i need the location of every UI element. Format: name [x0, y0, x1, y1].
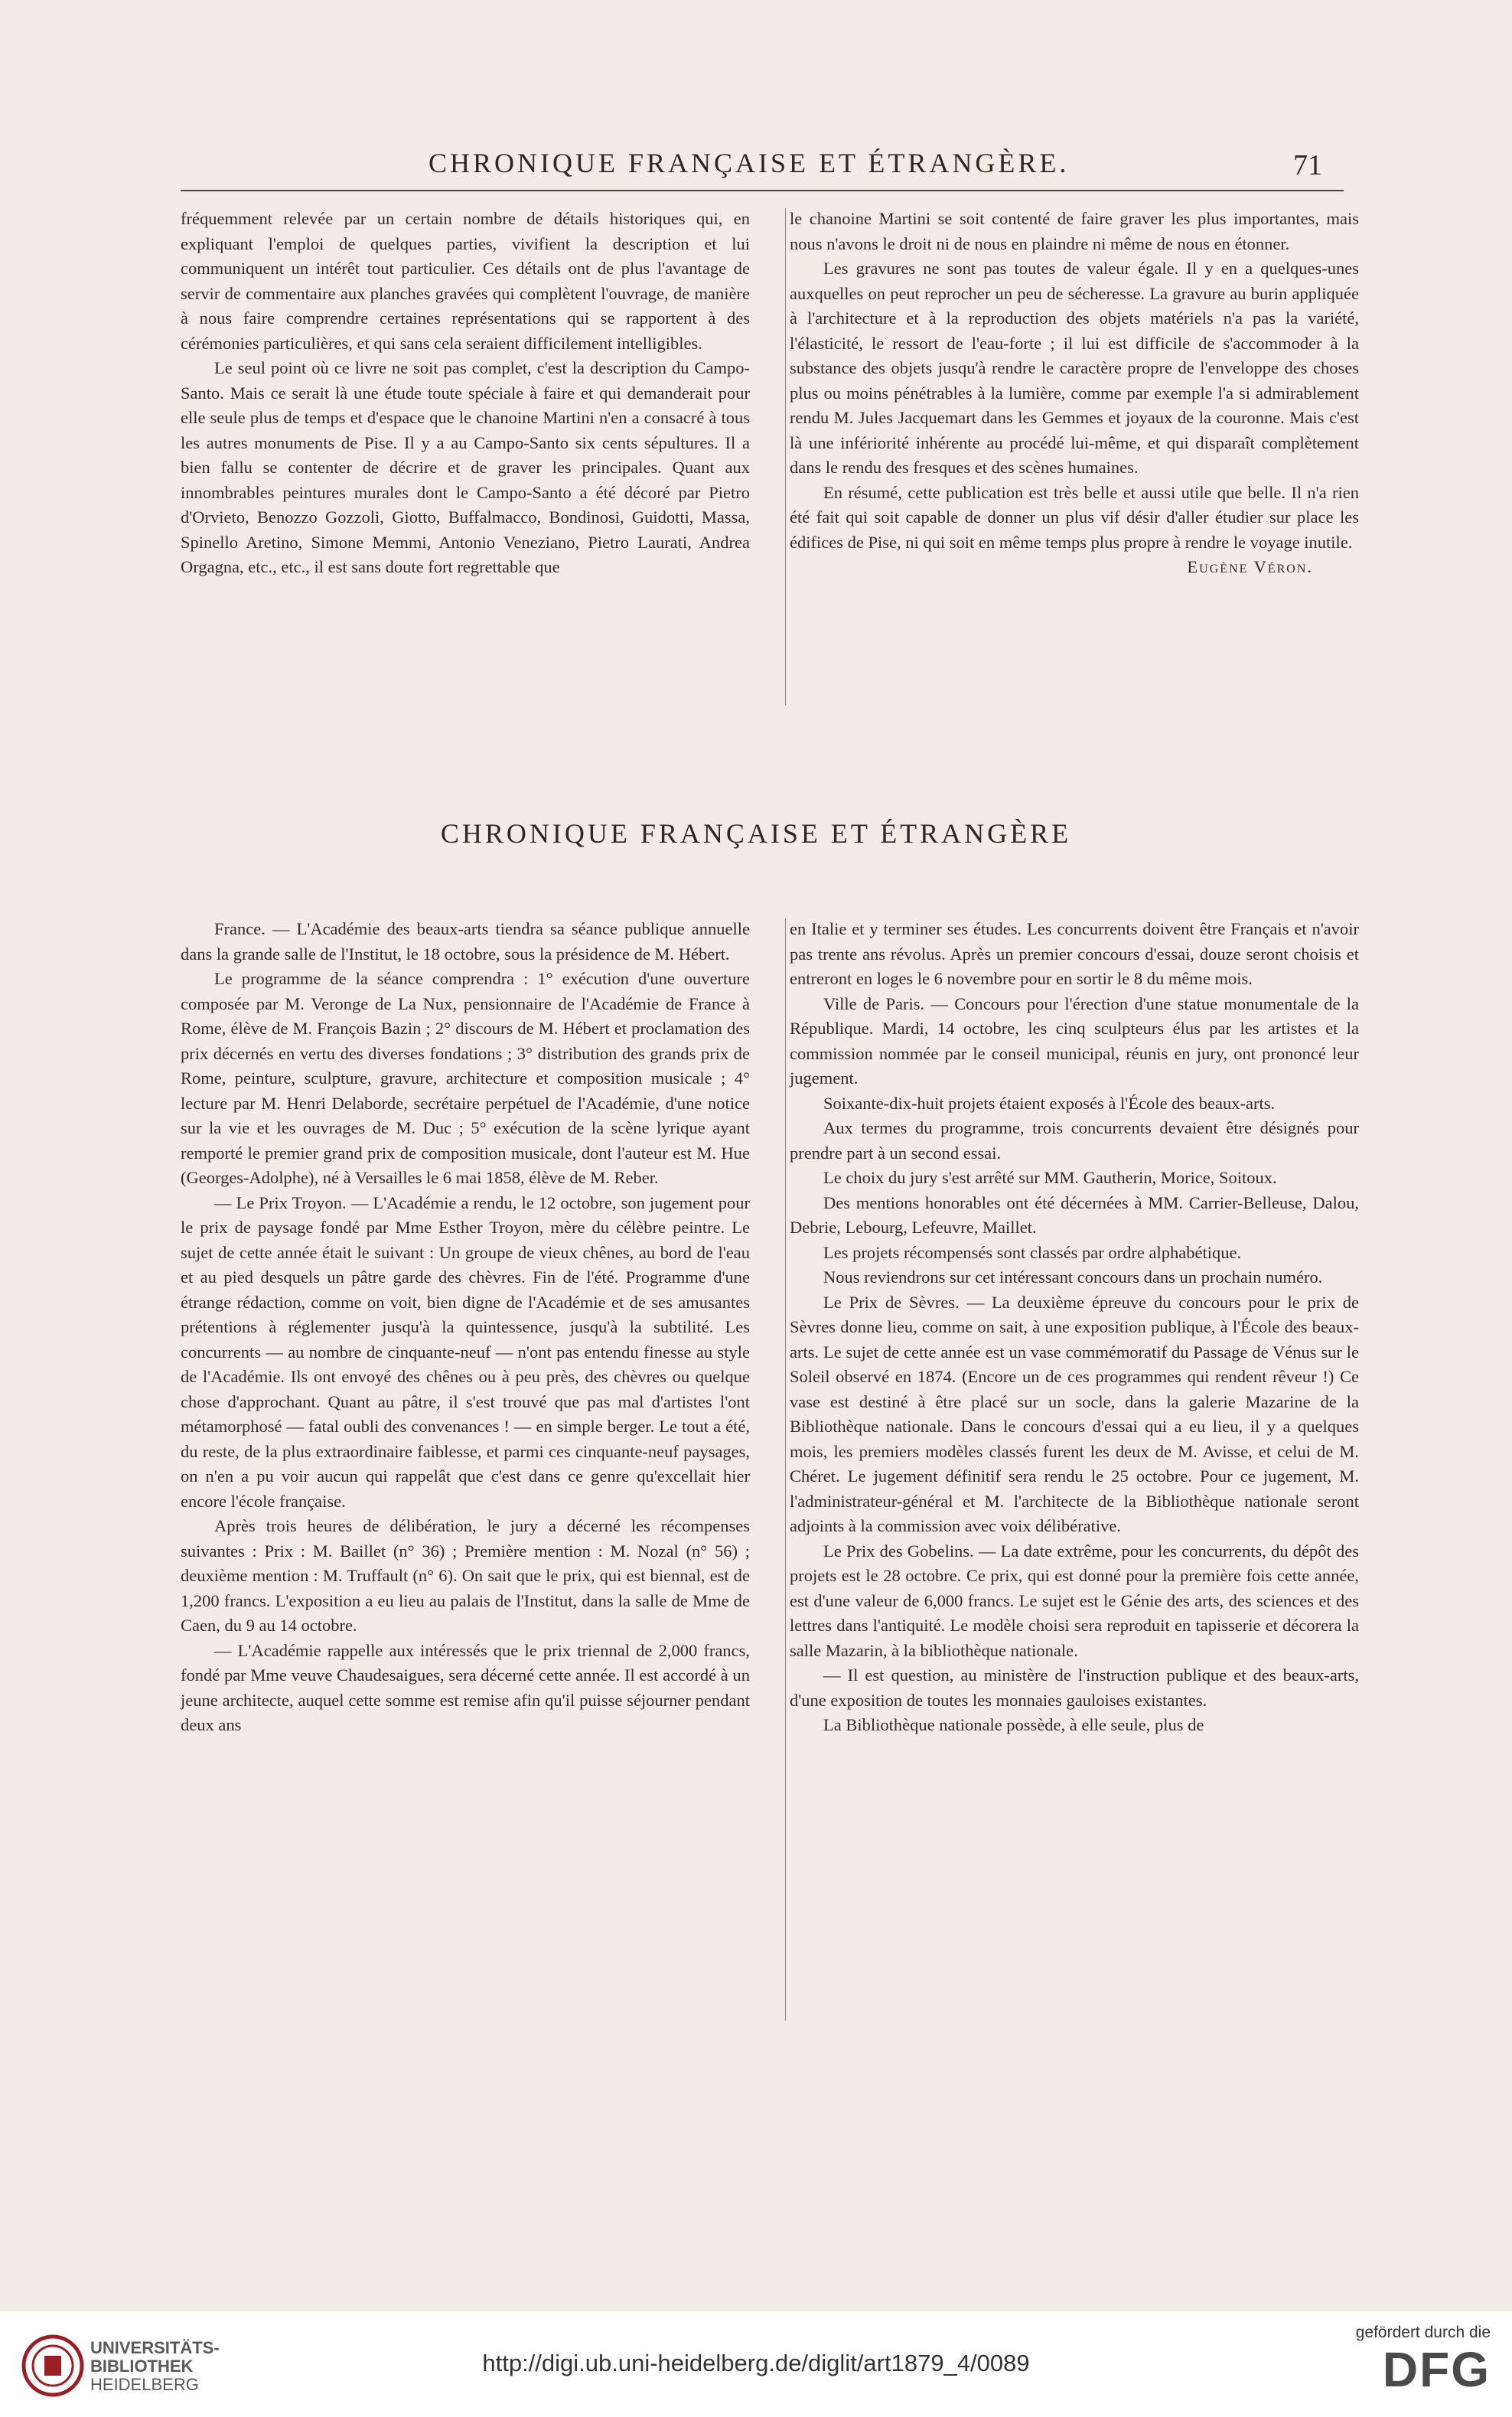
paragraph: fréquemment relevée par un certain nombre de détails historiques qui, en expliquant l'emploi de quelques parties, vivifient la description et lui communiquent un intérêt tout particulier. Ces détails ont de plus l'avantage de servir de commentaire aux planches gravées qui complètent l'ouvrage, de manière à nous faire comprendre certaines représentations qui se rapportent à des cérémonies particulières, et qui sans cela seraient difficilement intelligibles.: [181, 209, 750, 353]
funder-block: [1356, 2324, 1491, 2397]
footer-banner: [0, 2311, 1512, 2417]
institution-line: HEIDELBERG: [90, 2375, 199, 2394]
paragraph: Les projets récompensés sont classés par ordre alphabétique.: [823, 1242, 1242, 1262]
paragraph: Le seul point où ce livre ne soit pas complet, c'est la description du Campo-Santo. Mais ce serait là une étude toute spéciale à faire et qui demanderait pour elle seule plus de temps et d'espace que le chanoine Martini n'en a consacré à tous les autres monuments de Pise. Il y a au Campo-Santo six cents sépultures. Il a bien fallu se contenter de décrire et de graver les principales. Quant aux innombrables peintures murales dont le Campo-Santo a été décoré par Pietro d'Orvieto, Benozzo Gozzoli, Giotto, Buffalmacco, Bondinosi, Guidotti, Massa, Spinello Aretino, Simone Memmi, Antonio Veneziano, Pietro Laurati, Andrea Orgagna, etc., etc., il est sans doute fort regrettable que: [181, 358, 750, 576]
paragraph: Ville de Paris. — Concours pour l'érection d'une statue monumentale de la République. Mardi, 14 octobre, les cinq sculpteurs élus par les artistes et la commission nommée par le conseil municipal, réunis en jury, ont prononcé leur jugement.: [790, 993, 1359, 1088]
paragraph: Aux termes du programme, trois concurrents devaient être désignés pour prendre part à un second essai.: [790, 1118, 1359, 1163]
column-divider: [785, 918, 786, 2021]
institution-line: UNIVERSITÄTS-: [90, 2338, 220, 2357]
paragraph: — Le Prix Troyon. — L'Académie a rendu, le 12 octobre, son jugement pour le prix de paysage fondé par Mme Esther Troyon, mère du célèbre peintre. Le sujet de cette année était le suivant : Un groupe de vieux chênes, au bord de l'eau et au pied desquels un pâtre garde des chèvres. Fin de l'été. Programme d'une étrange rédaction, comme on voit, bien digne de l'Académie et de ses amusantes prétentions à réglementer jusqu'à la quintessence, jusqu'à la subtilité. Les concurrents — au nombre de cinquante-neuf — n'ont pas entendu finesse au style de l'Académie. Ils ont envoyé des chênes ou à peu près, des chèvres ou quelque chose d'approchant. Quant au pâtre, il s'est trouvé que pas mal d'artistes l'ont métamorphosé — fatal oubli des convenances ! — en simple berger. Le tout a été, du reste, de la plus extraordinaire faiblesse, et parmi ces cinquante-neuf paysages, on n'en a pu voir aucun qui rappelât que c'est dans ce genre qu'excellait hier encore l'école française.: [181, 1192, 750, 1511]
top-right-column: [790, 207, 1359, 580]
permalink-url[interactable]: http://digi.ub.uni-heidelberg.de/diglit/art1879_4/0089: [482, 2350, 1030, 2376]
bottom-left-column: [181, 917, 750, 1738]
paragraph: — Il est question, au ministère de l'instruction publique et des beaux-arts, d'une exposition de toutes les monnaies gauloises existantes.: [790, 1665, 1359, 1710]
paragraph: En résumé, cette publication est très belle et aussi utile que belle. Il n'a rien été fait qui soit capable de donner un plus vif désir d'aller étudier sur place les édifices de Pise, ni qui soit en même temps plus propre à rendre le voyage inutile.: [790, 482, 1359, 552]
column-divider: [785, 208, 786, 706]
bottom-right-column: [790, 917, 1359, 1738]
paragraph: en Italie et y terminer ses études. Les concurrents doivent être Français et n'avoir pas trente ans révolus. Après un premier concours d'essai, douze seront choisis et entreront en loges le 6 novembre pour en sortir le 8 du même mois.: [790, 919, 1359, 988]
paragraph: Le Prix de Sèvres. — La deuxième épreuve du concours pour le prix de Sèvres donne lieu, comme on sait, à une exposition publique, à l'École des beaux-arts. Le sujet de cette année est un vase commémoratif du Passage de Vénus sur le Soleil observé en 1874. (Encore un de ces programmes qui rendent rêveur !) Ce vase est destiné à être placé sur un socle, dans la galerie Mazarine de la Bibliothèque nationale. Dans le concours d'essai qui a eu lieu, il y a quelques mois, les premiers modèles classés furent les deux de M. Avisse, et celui de M. Chéret. Le jugement définitif sera rendu le 25 octobre. Pour ce jugement, M. l'administrateur-général et M. l'architecte de la Bibliothèque nationale seront adjoints à la commission avec voix délibérative.: [790, 1292, 1359, 1535]
paragraph: Le choix du jury s'est arrêté sur MM. Gautherin, Morice, Soitoux.: [823, 1168, 1277, 1187]
paragraph: Après trois heures de délibération, le jury a décerné les récompenses suivantes : Prix : M. Baillet (n° 36) ; Première mention : M. Nozal (n° 56) ; deuxième mention : M. Truffault (n° 6). On sait que le prix, qui est biennal, est de 1,200 francs. L'exposition a eu lieu au palais de l'Institut, dans la salle de Mme de Caen, du 9 au 14 octobre.: [181, 1516, 750, 1635]
paragraph: Le programme de la séance comprendra : 1° exécution d'une ouverture composée par M. Veronge de La Nux, pensionnaire de l'Académie de France à Rome, élève de M. François Bazin ; 2° discours de M. Hébert et proclamation des prix décernés en vertu des diverses fondations ; 3° distribution des grands prix de Rome, peinture, sculpture, gravure, architecture et composition musicale ; 4° lecture par M. Henri Delaborde, secrétaire perpétuel de l'Académie, d'une notice sur la vie et les ouvrages de M. Duc ; 5° exécution de la scène lyrique ayant remporté le premier grand prix de composition musicale, dont l'auteur est M. Hue (Georges-Adolphe), né à Versailles le 6 mai 1858, élève de M. Reber.: [181, 969, 750, 1187]
paragraph: Les gravures ne sont pas toutes de valeur égale. Il y en a quelques-unes auxquelles on peut reprocher un peu de sécheresse. La gravure au burin appliquée à l'architecture et à la reproduction des objets matériels n'a pas la variété, l'élasticité, le ressort de l'eau-forte ; il lui est difficile de s'accommoder à la substance des objets jusqu'à rendre le caractère propre de l'enveloppe des choses plus ou moins pénétrables à la lumière, comme par exemple l'a si admirablement rendu M. Jules Jacquemart dans les Gemmes et joyaux de la couronne. Mais c'est là une infériorité inhérente au procédé lui-même, et qui disparaît complètement dans le rendu des fresques et des scènes humaines.: [790, 259, 1359, 477]
paragraph: Nous reviendrons sur cet intéressant concours dans un prochain numéro.: [823, 1267, 1323, 1287]
running-head-title: CHRONIQUE FRANÇAISE ET ÉTRANGÈRE.: [429, 148, 1070, 178]
dfg-logo: DFG: [1382, 2342, 1491, 2397]
paragraph: France. — L'Académie des beaux-arts tiendra sa séance publique annuelle dans la grande salle de l'Institut, le 18 octobre, sous la présidence de M. Hébert.: [181, 919, 750, 964]
paragraph: Soixante-dix-huit projets étaient exposés à l'École des beaux-arts.: [823, 1093, 1276, 1113]
institution-line: BIBLIOTHEK: [90, 2357, 194, 2376]
paragraph: La Bibliothèque nationale possède, à elle seule, plus de: [823, 1715, 1204, 1734]
header-rule: [181, 190, 1344, 191]
top-left-column: [181, 207, 750, 580]
paragraph: le chanoine Martini se soit contenté de faire graver les plus importantes, mais nous n'avons le droit ni de nous en plaindre ni même de nous en étonner.: [790, 209, 1359, 253]
section-title: CHRONIQUE FRANÇAISE ET ÉTRANGÈRE: [440, 818, 1072, 849]
author-signature: Eugène Véron.: [1187, 557, 1313, 576]
paragraph: — L'Académie rappelle aux intéressés que le prix triennal de 2,000 francs, fondé par Mme veuve Chaudesaigues, sera décerné cette année. Il est accordé à un jeune architecte, auquel cette somme est remise afin qu'il puisse séjourner pendant deux ans: [181, 1640, 750, 1734]
paragraph: Le Prix des Gobelins. — La date extrême, pour les concurrents, du dépôt des projets est le 28 octobre. Ce prix, qui est donné pour la première fois cette année, est d'une valeur de 6,000 francs. Le sujet est le Génie des arts, des sciences et des lettres dans l'antiquité. Le modèle choisi sera reproduit en tapisserie et décorera la salle Mazarin, à la bibliothèque nationale.: [790, 1541, 1359, 1660]
funded-by-label: gefördert durch die: [1355, 2324, 1491, 2341]
paragraph: Des mentions honorables ont été décernées à MM. Carrier-Belleuse, Dalou, Debrie, Lebourg, Lefeuvre, Maillet.: [790, 1192, 1359, 1237]
page-number: 71: [1293, 149, 1322, 181]
